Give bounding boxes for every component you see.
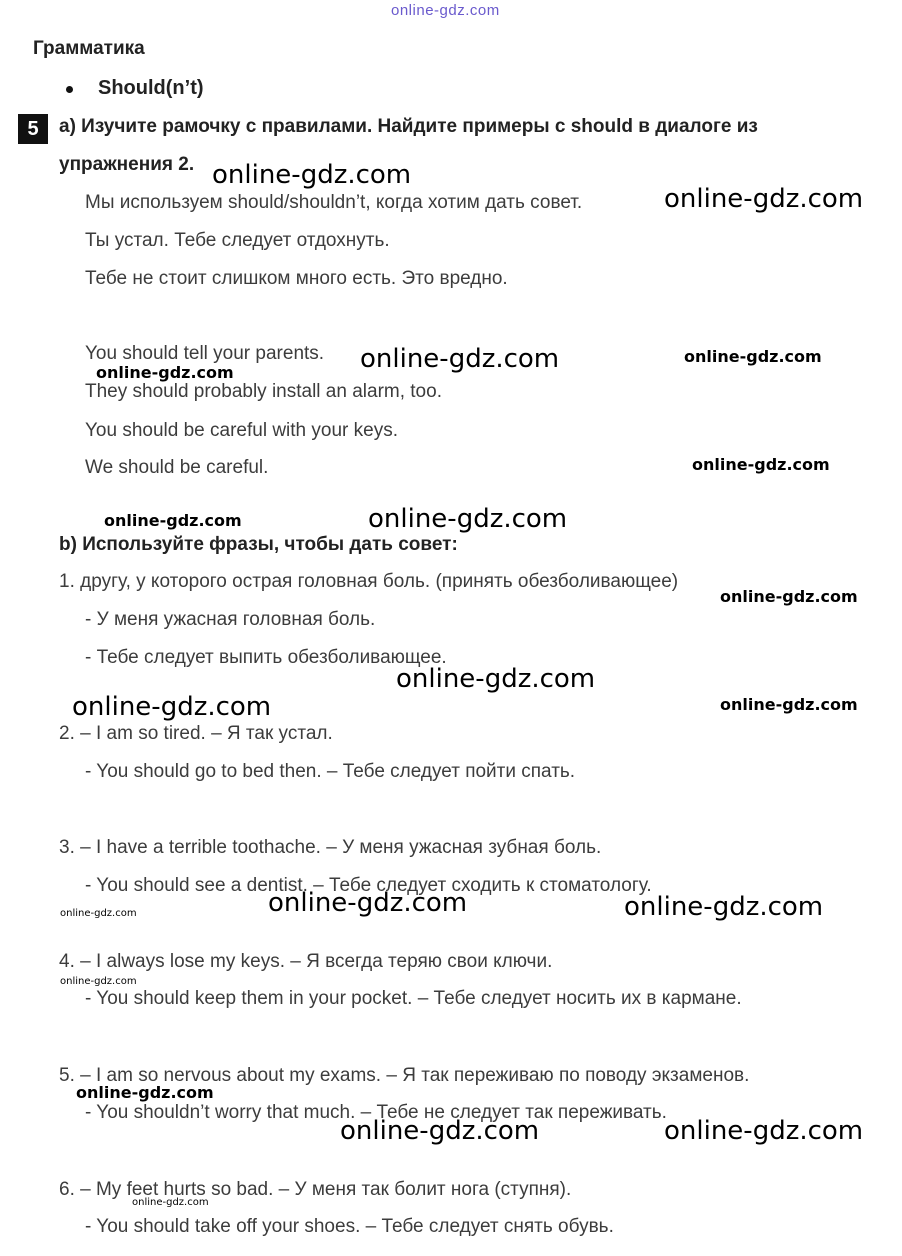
watermark: online-gdz.com: [692, 455, 830, 474]
item-line: - You should see a dentist. – Тебе следует сходить к стоматологу.: [85, 875, 652, 896]
rule-line: Ты устал. Тебе следует отдохнуть.: [85, 230, 390, 251]
item-prompt: 1. другу, у которого острая головная боль. (принять обезболивающее): [59, 571, 679, 592]
watermark: online-gdz.com: [268, 888, 468, 918]
example-line: You should tell your parents.: [85, 343, 325, 364]
item-line: - Тебе следует выпить обезболивающее.: [85, 647, 447, 668]
bullet-icon: [66, 86, 73, 93]
part-a-instruction-line2: упражнения 2.: [59, 154, 195, 175]
watermark: online-gdz.com: [340, 1116, 540, 1146]
watermark: online-gdz.com: [664, 184, 864, 214]
watermark: online-gdz.com: [132, 1197, 209, 1208]
rule-line: Тебе не стоит слишком много есть. Это вредно.: [85, 268, 508, 289]
watermark: online-gdz.com: [664, 1116, 864, 1146]
watermark: online-gdz.com: [396, 664, 596, 694]
watermark: online-gdz.com: [60, 976, 137, 987]
rule-line: Мы используем should/shouldn’t, когда хотим дать совет.: [85, 192, 583, 213]
example-line: You should be careful with your keys.: [85, 420, 398, 441]
example-line: They should probably install an alarm, too.: [85, 381, 442, 402]
watermark: online-gdz.com: [96, 363, 234, 382]
watermark: online-gdz.com: [104, 511, 242, 530]
item-line: - You should take off your shoes. – Тебе следует снять обувь.: [85, 1216, 614, 1237]
section-title: Грамматика: [33, 38, 145, 59]
topic-bullet: Should(n’t): [98, 77, 204, 99]
watermark: online-gdz.com: [212, 160, 412, 190]
watermark: online-gdz.com: [624, 892, 824, 922]
item-line: - You should keep them in your pocket. – Тебе следует носить их в кармане.: [85, 988, 742, 1009]
exercise-number-badge: 5: [18, 114, 48, 144]
watermark: online-gdz.com: [720, 587, 858, 606]
item-line: - You shouldn’t worry that much. – Тебе не следует так переживать.: [85, 1102, 667, 1123]
item-line: - You should go to bed then. – Тебе следует пойти спать.: [85, 761, 576, 782]
watermark: online-gdz.com: [360, 344, 560, 374]
part-b-instruction: b) Используйте фразы, чтобы дать совет:: [59, 534, 458, 555]
item-line: - У меня ужасная головная боль.: [85, 609, 376, 630]
watermark: online-gdz.com: [368, 504, 568, 534]
site-watermark-top: online-gdz.com: [391, 2, 500, 19]
item-prompt: 5. – I am so nervous about my exams. – Я так переживаю по поводу экзаменов.: [59, 1065, 750, 1086]
watermark: online-gdz.com: [72, 692, 272, 722]
example-line: We should be careful.: [85, 457, 269, 478]
watermark: online-gdz.com: [60, 908, 137, 919]
watermark: online-gdz.com: [684, 347, 822, 366]
part-a-instruction-line1: a) Изучите рамочку с правилами. Найдите примеры с should в диалоге из: [59, 116, 758, 137]
item-prompt: 6. – My feet hurts so bad. – У меня так болит нога (ступня).: [59, 1179, 572, 1200]
watermark: online-gdz.com: [76, 1083, 214, 1102]
item-prompt: 2. – I am so tired. – Я так устал.: [59, 723, 333, 744]
item-prompt: 3. – I have a terrible toothache. – У меня ужасная зубная боль.: [59, 837, 602, 858]
watermark: online-gdz.com: [720, 695, 858, 714]
item-prompt: 4. – I always lose my keys. – Я всегда теряю свои ключи.: [59, 951, 553, 972]
